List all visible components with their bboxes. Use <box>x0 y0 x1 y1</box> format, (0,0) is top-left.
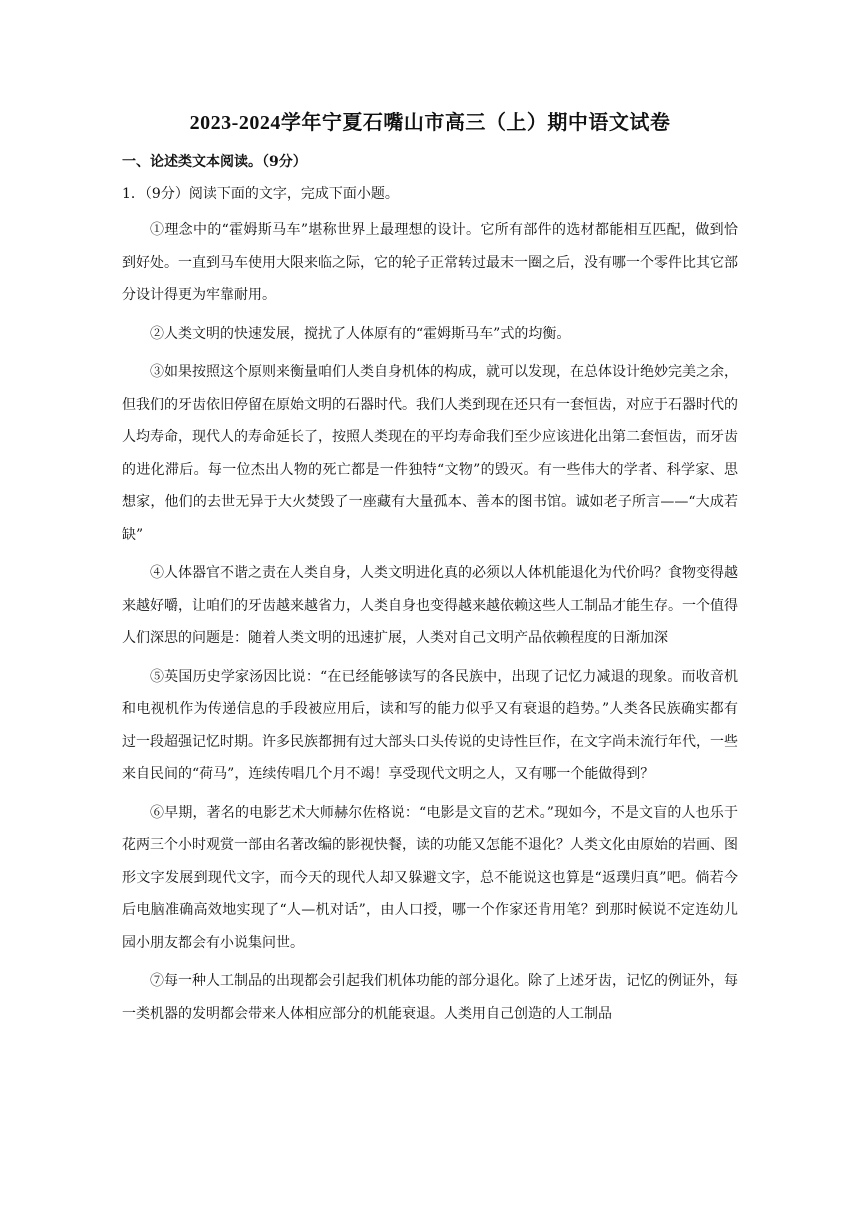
paragraph-7: ⑦每一种人工制品的出现都会引起我们机体功能的部分退化。除了上述牙齿，记忆的例证外，每一类机器的发明都会带来人体相应部分的机能衰退。人类用自己创造的人工制品 <box>122 973 738 1022</box>
section-heading: 一、论述类文本阅读。（9分） <box>122 154 307 170</box>
paragraph-3: ③如果按照这个原则来衡量咱们人类自身机体的构成，就可以发现，在总体设计绝妙完美之余，但我们的牙齿依旧停留在原始文明的石器时代。我们人类到现在还只有一套恒齿，对应于石器时代的人均寿命，现代人的寿命延长了，按照人类现在的平均寿命我们至少应该进化出第二套恒齿，而牙齿的进化滞后。每一位杰出人物的死亡都是一件独特“文物”的毁灭。有一些伟大的学者、科学家、思想家，他们的去世无异于大火焚毁了一座藏有大量孤本、善本的图书馆。诚如老子所言——“大成若缺” <box>122 364 738 543</box>
question-intro: 1．（9分）阅读下面的文字，完成下面小题。 <box>122 186 399 202</box>
paragraph-4: ④人体器官不谐之责在人类自身，人类文明进化真的必须以人体机能退化为代价吗？食物变得越来越好嚼，让咱们的牙齿越来越省力，人类自身也变得越来越依赖这些人工制品才能生存。一个值得人们深思的问题是：随着人类文明的迅速扩展，人类对自己文明产品依赖程度的日渐加深 <box>122 565 738 646</box>
paragraph-5: ⑤英国历史学家汤因比说：“在已经能够读写的各民族中，出现了记忆力减退的现象。而收音机和电视机作为传递信息的手段被应用后，读和写的能力似乎又有衰退的趋势。”人类各民族确实都有过一段超强记忆时期。许多民族都拥有过大部头口头传说的史诗性巨作，在文字尚未流行年代，一些来自民间的“荷马”，连续传唱几个月不竭！享受现代文明之人，又有哪一个能做得到？ <box>122 668 738 782</box>
paragraph-1: ①理念中的“霍姆斯马车”堪称世界上最理想的设计。它所有部件的选材都能相互匹配，做到恰到好处。一直到马车使用大限来临之际，它的轮子正常转过最末一圈之后，没有哪一个零件比其它部分设计得更为牢靠耐用。 <box>122 222 738 303</box>
document-title: 2023-2024学年宁夏石嘴山市高三（上）期中语文试卷 <box>189 112 671 134</box>
paragraph-6: ⑥早期，著名的电影艺术大师赫尔佐格说：“电影是文盲的艺术。”现如今，不是文盲的人也乐于花两三个小时观赏一部由名著改编的影视快餐，读的功能又怎能不退化？人类文化由原始的岩画、图形文字发展到现代文字，而今天的现代人却又躲避文字，总不能说这也算是“返璞归真”吧。倘若今后电脑准确高效地实现了“人—机对话”，由人口授，哪一个作家还肯用笔？到那时候说不定连幼儿园小朋友都会有小说集问世。 <box>122 804 738 951</box>
paragraph-2: ②人类文明的快速发展，搅扰了人体原有的“霍姆斯马车”式的均衡。 <box>150 325 571 342</box>
